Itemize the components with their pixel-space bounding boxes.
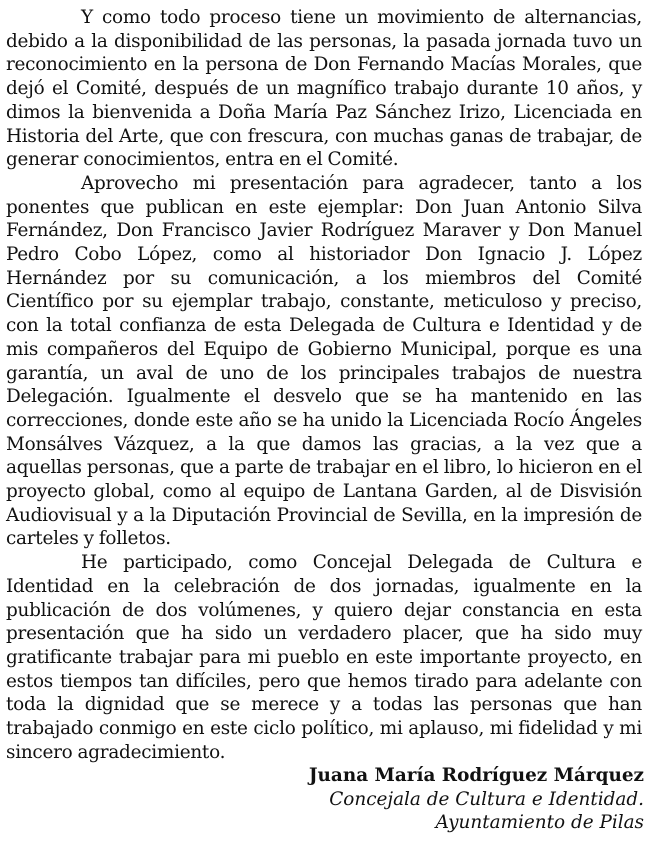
signature-name: Juana María Rodríguez Márquez [308, 765, 644, 786]
signature-organization: Ayuntamiento de Pilas [435, 812, 644, 834]
signature-block [309, 764, 644, 835]
paragraph-3: He participado, como Concejal Delegada de Cultura e Identidad en la celebración de dos jornadas, igualmente en la publicación de dos volúmenes, y quiero dejar constancia en esta presentación que ha sido un verdadero placer, que ha sido muy gratificante trabajar para mi pueblo en este importante proyecto, en estos tiempos tan difíciles, pero que hemos tirado para adelante con toda la dignidad que se merece y a todas las personas que han trabajado conmigo en este ciclo político, mi aplauso, mi fidelidad y mi sincero agradecimiento. [6, 552, 642, 763]
paragraph-1: Y como todo proceso tiene un movimiento de alternancias, debido a la disponibilidad de las personas, la pasada jornada tuvo un reconocimiento en la persona de Don Fernando Macías Morales, que dejó el Comité, después de un magnífico trabajo durante 10 años, y dimos la bienvenida a Doña María Paz Sánchez Irizo, Licenciada en Historia del Arte, que con frescura, con muchas ganas de trabajar, de generar conocimientos, entra en el Comité. [6, 7, 642, 171]
paragraph-2: Aprovecho mi presentación para agradecer, tanto a los ponentes que publican en este ejemplar: Don Juan Antonio Silva Fernández, Don Francisco Javier Rodríguez Maraver y Don Manuel Pedro Cobo López, como al historiador Don Ignacio J. López Hernández por su comunicación, a los miembros del Comité Científico por su ejemplar trabajo, constante, meticuloso y preciso, con la total confianza de esta Delegada de Cultura e Identidad y de mis compañeros del Equipo de Gobierno Municipal, porque es una garantía, un aval de uno de los principales trabajos de nuestra Delegación. Igualmente el desvelo que se ha mantenido en las correcciones, donde este año se ha unido la Licenciada Rocío Ángeles Monsálves Vázquez, a la que damos las gracias, a la vez que a aquellas personas, que a parte de trabajar en el libro, lo hicieron en el proyecto global, como al equipo de Lantana Garden, al de Disvisión Audiovisual y a la Diputación Provincial de Sevilla, en la impresión de carteles y folletos. [6, 172, 642, 550]
document-page [6, 6, 642, 765]
signature-role: Concejala de Cultura e Identidad. [329, 788, 644, 810]
